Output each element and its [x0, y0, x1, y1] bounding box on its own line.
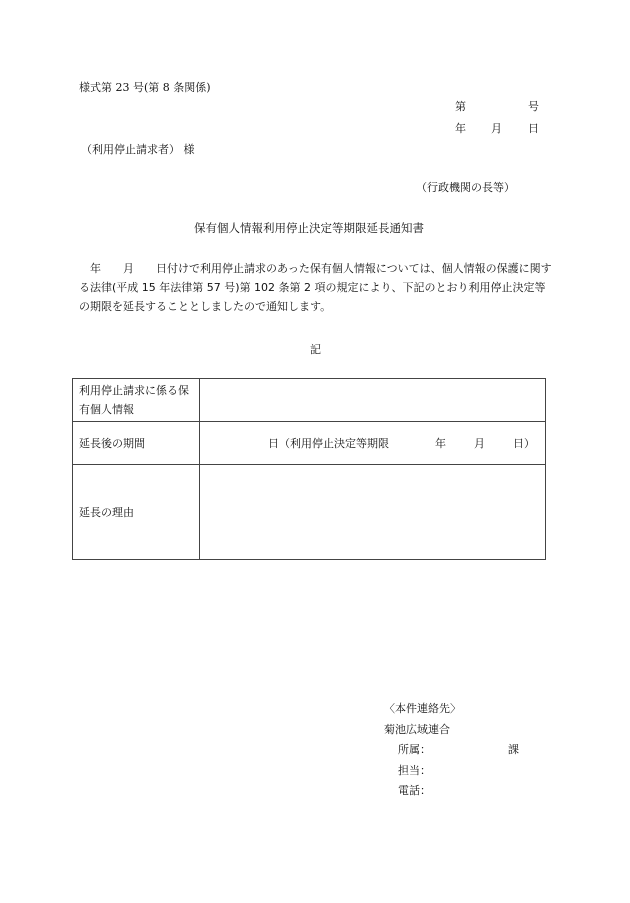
reason-value — [200, 465, 546, 560]
info-table — [72, 378, 546, 560]
date-year-label: 年 — [455, 122, 466, 135]
contact-heading: 〈本件連絡先〉 — [384, 702, 461, 715]
info-label: 利用停止請求に係る保有個人情報 — [73, 379, 200, 422]
addressee: （利用停止請求者） 様 — [81, 143, 195, 156]
extension-period-value — [200, 422, 546, 465]
table-row — [73, 422, 546, 465]
contact-person-label: 担当： — [398, 764, 431, 777]
info-value — [200, 379, 546, 422]
document-title: 保有個人情報利用停止決定等期限延長通知書 — [194, 221, 424, 235]
table-row — [73, 465, 546, 560]
date-day-label: 日 — [528, 122, 539, 135]
contact-phone-label: 電話： — [398, 784, 431, 797]
body-paragraph: 年 月 日付けで利用停止請求のあった保有個人情報については、個人情報の保護に関する法律(平成 15 年法律第 57 号)第 102 条第 2 項の規定により、下記のとおり利用停止決定等の期限を延長することとしましたので通知します。 — [79, 262, 552, 313]
ki-heading: 記 — [310, 343, 321, 356]
date-month-label: 月 — [491, 122, 502, 135]
contact-org: 菊池広域連合 — [384, 723, 450, 736]
period-day-label: 日） — [513, 437, 535, 450]
period-day-text: 日（利用停止決定等期限 — [268, 437, 389, 450]
period-year-label: 年 — [435, 437, 446, 450]
contact-dept-suffix: 課 — [508, 743, 519, 756]
extension-period-label: 延長後の期間 — [73, 422, 200, 465]
issuer: （行政機関の長等） — [416, 181, 515, 194]
contact-dept-label: 所属： — [398, 743, 431, 756]
doc-number-prefix: 第 — [455, 100, 466, 113]
doc-number-suffix: 号 — [528, 100, 539, 113]
form-number: 様式第 23 号(第 8 条関係) — [79, 81, 211, 94]
table-row — [73, 379, 546, 422]
period-month-label: 月 — [474, 437, 485, 450]
reason-label: 延長の理由 — [73, 465, 200, 560]
